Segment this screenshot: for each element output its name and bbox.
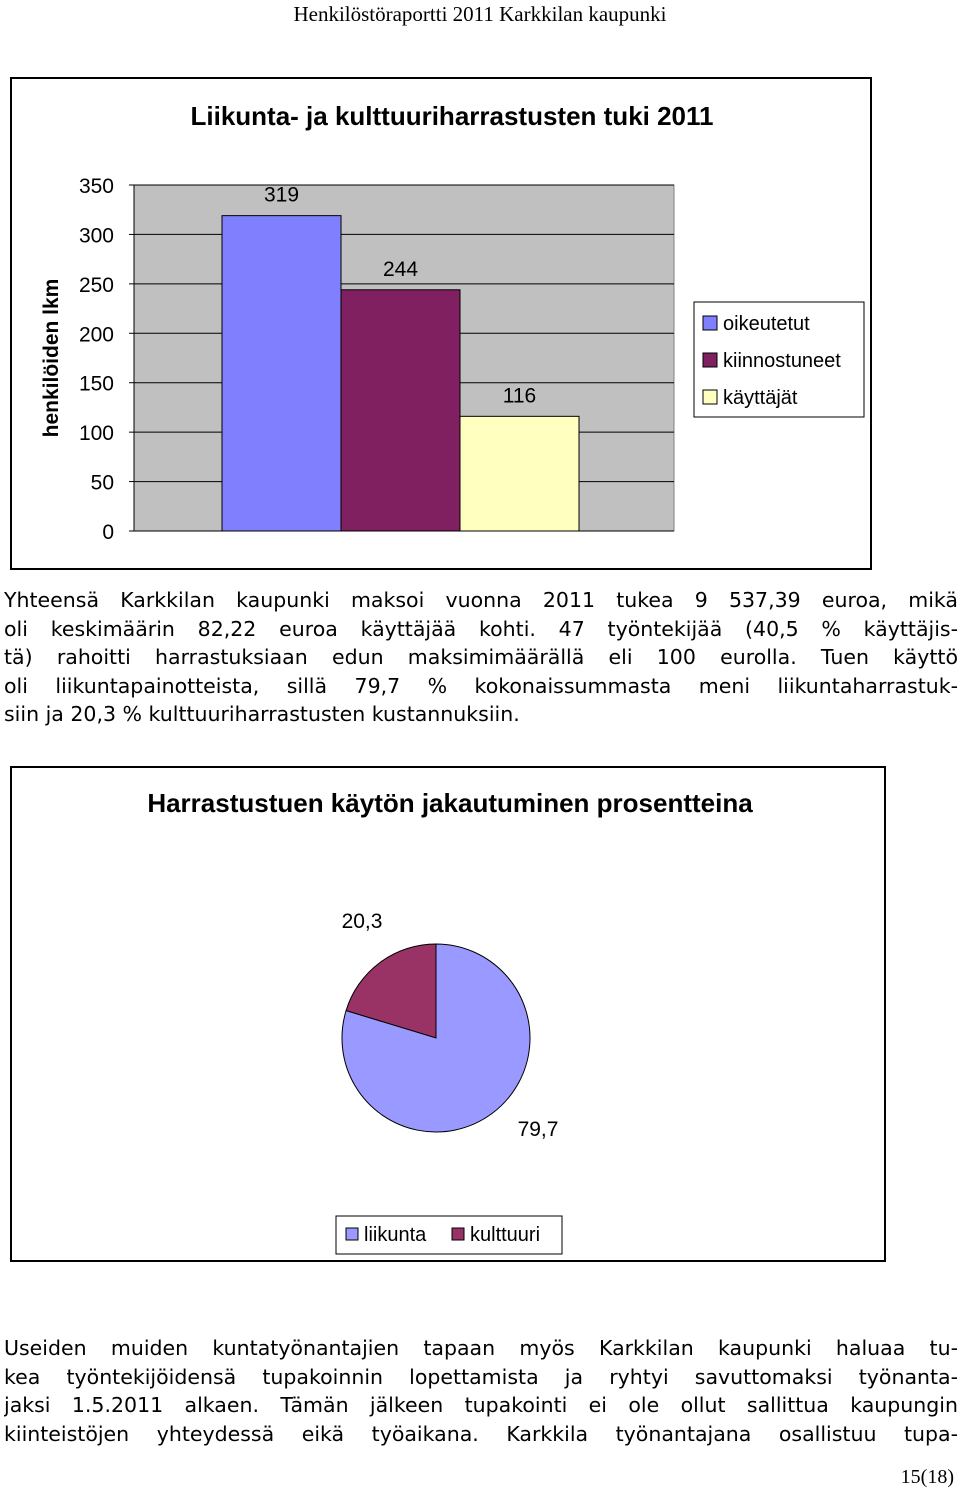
page-header: Henkilöstöraportti 2011 Karkkilan kaupunki bbox=[293, 2, 667, 26]
bar-chart-title: Liikunta- ja kulttuuriharrastusten tuki 2011 bbox=[190, 101, 714, 131]
paragraph-1 bbox=[4, 586, 958, 729]
bar-data-label: 244 bbox=[382, 257, 419, 281]
y-axis-label: henkilöiden lkm bbox=[40, 278, 63, 438]
legend-swatch bbox=[452, 1228, 464, 1240]
bar-data-label: 319 bbox=[263, 183, 300, 207]
paragraph-line: kea työntekijöidensä tupakoinnin lopettamista ja ryhtyi savuttomaksi työnanta- bbox=[4, 1364, 958, 1389]
pie-data-label: 79,7 bbox=[517, 1118, 559, 1141]
y-tick-label: 0 bbox=[102, 521, 114, 544]
legend-swatch bbox=[703, 316, 717, 330]
y-tick-label: 250 bbox=[78, 273, 114, 297]
paragraph-line: tä) rahoitti harrastuksiaan edun maksimimäärällä eli 100 eurolla. Tuen käyttö bbox=[4, 645, 958, 669]
bar-data-label: 116 bbox=[502, 384, 537, 408]
pie-data-label: 20,3 bbox=[341, 910, 383, 933]
page-number: 15(18) bbox=[900, 1466, 954, 1488]
legend-label: oikeutetut bbox=[723, 313, 810, 335]
legend-label: liikunta bbox=[364, 1224, 427, 1246]
legend-swatch bbox=[703, 390, 717, 404]
y-tick-label: 100 bbox=[78, 422, 114, 446]
bar-käyttäjät bbox=[460, 416, 579, 531]
paragraph-line: jaksi 1.5.2011 alkaen. Tämän jälkeen tupakointi ei ole ollut sallittua kaupungin bbox=[4, 1393, 958, 1417]
legend-swatch bbox=[346, 1228, 358, 1240]
y-tick-label: 50 bbox=[90, 471, 114, 495]
pie-chart bbox=[10, 766, 886, 1262]
legend-label: käyttäjät bbox=[723, 387, 798, 409]
bar-chart bbox=[10, 77, 872, 570]
paragraph-line: oli liikuntapainotteista, sillä 79,7 % kokonaissummasta meni liikuntaharrastuk- bbox=[4, 673, 958, 698]
legend-label: kulttuuri bbox=[470, 1224, 541, 1246]
pie-chart-svg bbox=[12, 768, 884, 1260]
legend-label: kiinnostuneet bbox=[723, 350, 841, 372]
bar-oikeutetut bbox=[222, 216, 341, 531]
legend-swatch bbox=[703, 353, 717, 367]
paragraph-line: siin ja 20,3 % kulttuuriharrastusten kustannuksiin. bbox=[4, 702, 520, 726]
paragraph-line: Yhteensä Karkkilan kaupunki maksoi vuonna 2011 tukea 9 537,39 euroa, mikä bbox=[4, 588, 958, 612]
bar-kiinnostuneet bbox=[341, 290, 460, 531]
paragraph-line: kiinteistöjen yhteydessä eikä työaikana. Karkkila työnantajana osallistuu tupa- bbox=[4, 1421, 958, 1446]
paragraph-line: oli keskimäärin 82,22 euroa käyttäjää kohti. 47 työntekijää (40,5 % käyttäjis- bbox=[4, 616, 958, 641]
y-tick-label: 200 bbox=[78, 323, 114, 347]
y-tick-label: 350 bbox=[78, 175, 114, 198]
y-tick-label: 150 bbox=[78, 372, 114, 396]
pie-chart-title: Harrastustuen käytön jakautuminen prosentteina bbox=[147, 788, 753, 818]
y-tick-label: 300 bbox=[78, 224, 114, 248]
paragraph-2 bbox=[4, 1334, 958, 1448]
bar-chart-svg bbox=[12, 79, 870, 568]
paragraph-line: Useiden muiden kuntatyönantajien tapaan myös Karkkilan kaupunki haluaa tu- bbox=[4, 1336, 958, 1360]
